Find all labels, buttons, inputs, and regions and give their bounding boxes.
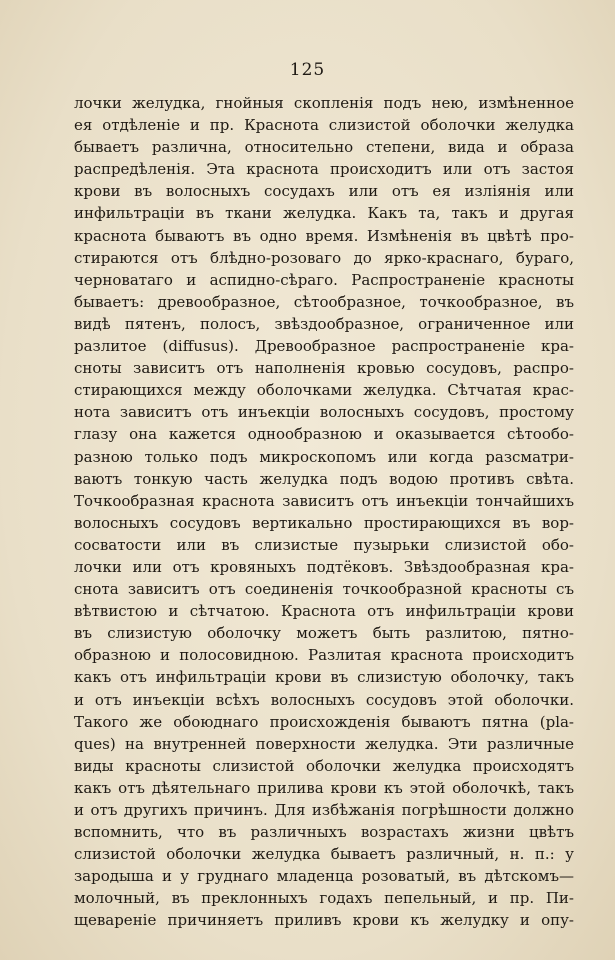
text-line: черноватаго и аспидно-сѣраго. Распространеніе красноты: [74, 270, 574, 289]
text-line: лочки или отъ кровяныхъ подтёковъ. Звѣздообразная кра-: [74, 557, 574, 576]
text-line: молочный, въ преклонныхъ годахъ пепельный, и пр. Пи-: [74, 889, 574, 908]
page-number: 125: [289, 60, 326, 80]
text-line: разлитое (diffusus). Древообразное распространеніе кра-: [74, 337, 574, 356]
text-line: лочки желудка, гнойныя скопленія подъ нею, измѣненное: [74, 94, 574, 112]
text-line: бываетъ различна, относительно степени, вида и образа: [74, 138, 574, 157]
text-line: разною только подъ микроскопомъ или когда разсматри-: [74, 447, 574, 466]
text-line: образною и полосовидною. Разлитая краснота происходитъ: [74, 646, 574, 665]
text-line: ваютъ тонкую часть желудка подъ водою противъ свѣта.: [74, 469, 574, 488]
text-line: нота зависитъ отъ инъекціи волосныхъ сосудовъ, простому: [74, 403, 574, 422]
text-line: распредѣленія. Эта краснота происходитъ или отъ застоя: [74, 160, 574, 179]
text-line: видѣ пятенъ, полосъ, звѣздообразное, ограниченное или: [74, 314, 574, 333]
text-line: краснота бываютъ въ одно время. Измѣненія въ цвѣтѣ про-: [74, 226, 574, 245]
text-line: слизистой оболочки желудка бываетъ различный, н. п.: у: [74, 845, 574, 864]
text-line: Такого же обоюднаго происхожденія бываютъ пятна (pla-: [74, 712, 574, 731]
text-line: стирающихся между оболочками желудка. Сѣтчатая крас-: [74, 381, 574, 400]
text-line: какъ отъ дѣятельнаго прилива крови къ этой оболочкѣ, такъ: [74, 778, 574, 797]
text-line: и отъ инъекціи всѣхъ волосныхъ сосудовъ этой оболочки.: [74, 690, 574, 709]
text-line: щевареніе причиняетъ приливъ крови къ желудку и опу-: [74, 911, 574, 930]
text-line: ея отдѣленіе и пр. Краснота слизистой оболочки желудка: [74, 116, 574, 135]
text-line: сосватости или въ слизистые пузырьки слизистой обо-: [74, 535, 574, 554]
text-line: глазу она кажется однообразною и оказывается сѣтообо-: [74, 425, 574, 444]
text-line: бываетъ: древообразное, сѣтообразное, точкообразное, въ: [74, 292, 574, 311]
text-line: вспомнить, что въ различныхъ возрастахъ жизни цвѣтъ: [74, 823, 574, 842]
text-line: зародыша и у груднаго младенца розоватый, въ дѣтскомъ—: [74, 867, 574, 886]
text-line: виды красноты слизистой оболочки желудка происходятъ: [74, 756, 574, 775]
text-line: и отъ другихъ причинъ. Для избѣжанія погрѣшности должно: [74, 801, 574, 819]
text-line: крови въ волосныхъ сосудахъ или отъ ея изліянія или: [74, 182, 574, 201]
text-line: въ слизистую оболочку можетъ быть разлитою, пятно-: [74, 624, 574, 643]
text-line: снота зависитъ отъ соединенія точкообразной красноты съ: [74, 580, 574, 599]
body-text: [74, 92, 574, 932]
text-line: ques) на внутренней поверхности желудка. Эти различные: [74, 734, 574, 753]
text-line: Точкообразная краснота зависитъ отъ инъекціи тончайшихъ: [74, 491, 574, 510]
text-line: вѣтвистою и сѣтчатою. Краснота отъ инфильтраціи крови: [74, 602, 574, 621]
text-line: стираются отъ блѣдно-розоваго до ярко-краснаго, бураго,: [74, 248, 574, 267]
text-line: волосныхъ сосудовъ вертикально простирающихся въ вор-: [74, 513, 574, 532]
text-line: какъ отъ инфильтраціи крови въ слизистую оболочку, такъ: [74, 668, 574, 687]
text-line: инфильтраціи въ ткани желудка. Какъ та, такъ и другая: [74, 204, 574, 223]
text-line: сноты зависитъ отъ наполненія кровью сосудовъ, распро-: [74, 359, 574, 378]
